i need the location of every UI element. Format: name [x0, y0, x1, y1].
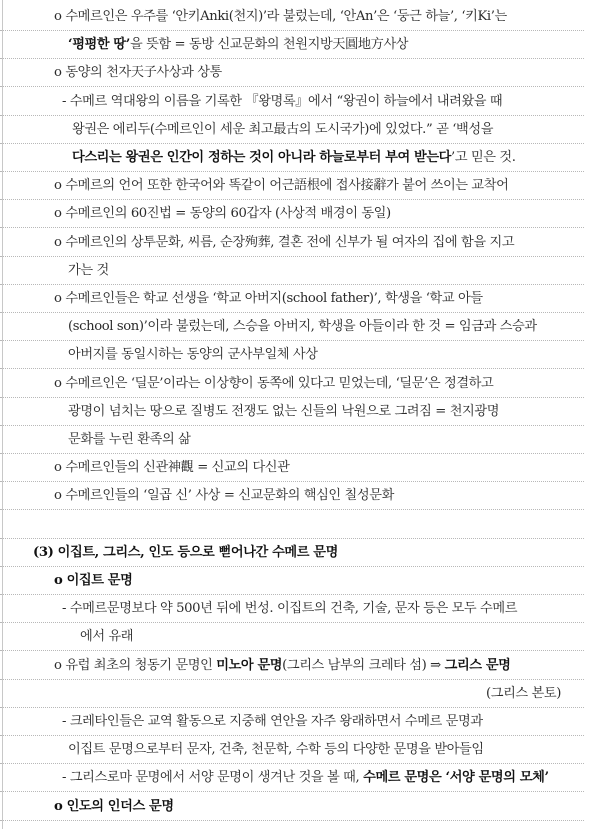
line-text: o 동양의 천자天子사상과 상통 — [54, 65, 222, 81]
line-text: 에서 유래 — [80, 629, 134, 645]
blank-line — [0, 511, 584, 539]
text-line — [0, 736, 584, 764]
text-line — [0, 652, 584, 680]
text-line — [0, 708, 584, 736]
text-line — [0, 482, 584, 510]
line-text: o 유럽 최초의 청동기 문명인 미노아 문명(그리스 남부의 크레타 섬) ⇒ 그리스 문명 — [54, 657, 511, 673]
text-line — [0, 144, 584, 172]
line-text: - 수메르문명보다 약 500년 뒤에 번성. 이집트의 건축, 기술, 문자 등은 모두 수메르 — [62, 601, 518, 617]
text-line — [0, 313, 584, 341]
text-line — [0, 285, 584, 313]
line-text: - 그리스로마 문명에서 서양 문명이 생겨난 것을 볼 때, 수메르 문명은 ‘서양 문명의 모체’ — [62, 770, 549, 786]
line-text: o 수메르인들은 학교 선생을 ‘학교 아버지(school father)’, 학생을 ‘학교 아들 — [54, 291, 483, 306]
text-line — [0, 764, 584, 792]
emphasis: 다스리는 왕권은 인간이 정하는 것이 아니라 하늘로부터 부여 받는다 — [72, 150, 452, 165]
text-line — [0, 595, 584, 623]
text-line — [0, 229, 584, 257]
line-text: 광명이 넘치는 땅으로 질병도 전쟁도 없는 신들의 낙원으로 그려짐 = 천지광명 — [68, 403, 500, 419]
line-text: 왕권은 에리두(수메르인이 세운 최고最古의 도시국가)에 있었다.” 곧 ‘백성을 — [72, 121, 494, 137]
text-line — [0, 623, 584, 651]
line-text: o 수메르인의 상투문화, 씨름, 순장殉葬, 결혼 전에 신부가 될 여자의 집에 함을 지고 — [54, 234, 515, 250]
text-line — [0, 567, 584, 595]
text-line — [0, 426, 584, 454]
text-line — [0, 454, 584, 482]
line-text: o 수메르인들의 ‘일곱 신’ 사상 = 신교문화의 핵심인 칠성문화 — [54, 488, 394, 504]
text-line — [0, 172, 584, 200]
line-text: (school son)’이라 불렀는데, 스승을 아버지, 학생을 아들이라 한 것 = 임금과 스승과 — [68, 319, 537, 335]
line-text: 아버지를 동일시하는 동양의 군사부일체 사상 — [68, 347, 318, 363]
text-line — [0, 680, 584, 708]
text-line — [0, 398, 584, 426]
text-line — [0, 31, 584, 59]
line-text: o 수메르의 언어 또한 한국어와 똑같이 어근語根에 접사接辭가 붙어 쓰이는 교착어 — [54, 178, 509, 194]
text-line — [0, 200, 584, 228]
line-text: 문화를 누린 환족의 삶 — [68, 432, 191, 447]
text-line — [0, 370, 584, 398]
line-text: ‘평평한 땅’을 뜻함 = 동방 신교문화의 천원지방天圓地方사상 — [68, 37, 409, 53]
text-line — [0, 116, 584, 144]
line-text: o 수메르인은 ‘딜문’이라는 이상향이 동쪽에 있다고 믿었는데, ‘딜문’은 정결하고 — [54, 375, 494, 391]
text-line — [0, 341, 584, 369]
text-line — [0, 793, 584, 821]
heading-text: o 이집트 문명 — [54, 573, 133, 588]
text-line — [0, 88, 584, 116]
line-text: 가는 것 — [68, 262, 109, 278]
text-line — [0, 539, 584, 567]
emphasis: 미노아 문명 — [216, 657, 283, 673]
line-text: o 수메르인들의 신관神觀 = 신교의 다신관 — [54, 460, 290, 476]
text-line — [0, 3, 584, 31]
text-line — [0, 59, 584, 87]
line-text: o 수메르인은 우주를 ‘안키Anki(천지)’라 불렀는데, ‘안An’은 ‘둥근 하늘’, ‘키Ki’는 — [54, 9, 507, 24]
line-text: (그리스 본토) — [486, 685, 561, 701]
heading-text: o 인도의 인더스 문명 — [54, 798, 174, 814]
line-text: - 크레타인들은 교역 활동으로 지중해 연안을 자주 왕래하면서 수메르 문명과 — [62, 714, 483, 729]
line-text: - 수메르 역대왕의 이름을 기록한 『왕명록』에서 “왕권이 하늘에서 내려왔을 때 — [62, 93, 503, 109]
emphasis: 그리스 문명 — [444, 657, 511, 673]
line-text: o 수메르인의 60진법 = 동양의 60갑자 (사상적 배경이 동일) — [54, 206, 391, 222]
text-line — [0, 257, 584, 285]
heading-text: (3) 이집트, 그리스, 인도 등으로 뻗어나간 수메르 문명 — [33, 544, 338, 560]
emphasis: ‘평평한 땅’ — [68, 37, 130, 53]
line-text: 다스리는 왕권은 인간이 정하는 것이 아니라 하늘로부터 부여 받는다’고 믿은 것. — [72, 150, 516, 165]
emphasis: 수메르 문명은 ‘서양 문명의 모체’ — [363, 770, 549, 786]
line-text: 이집트 문명으로부터 문자, 건축, 천문학, 수학 등의 다양한 문명을 받아들임 — [68, 742, 484, 758]
